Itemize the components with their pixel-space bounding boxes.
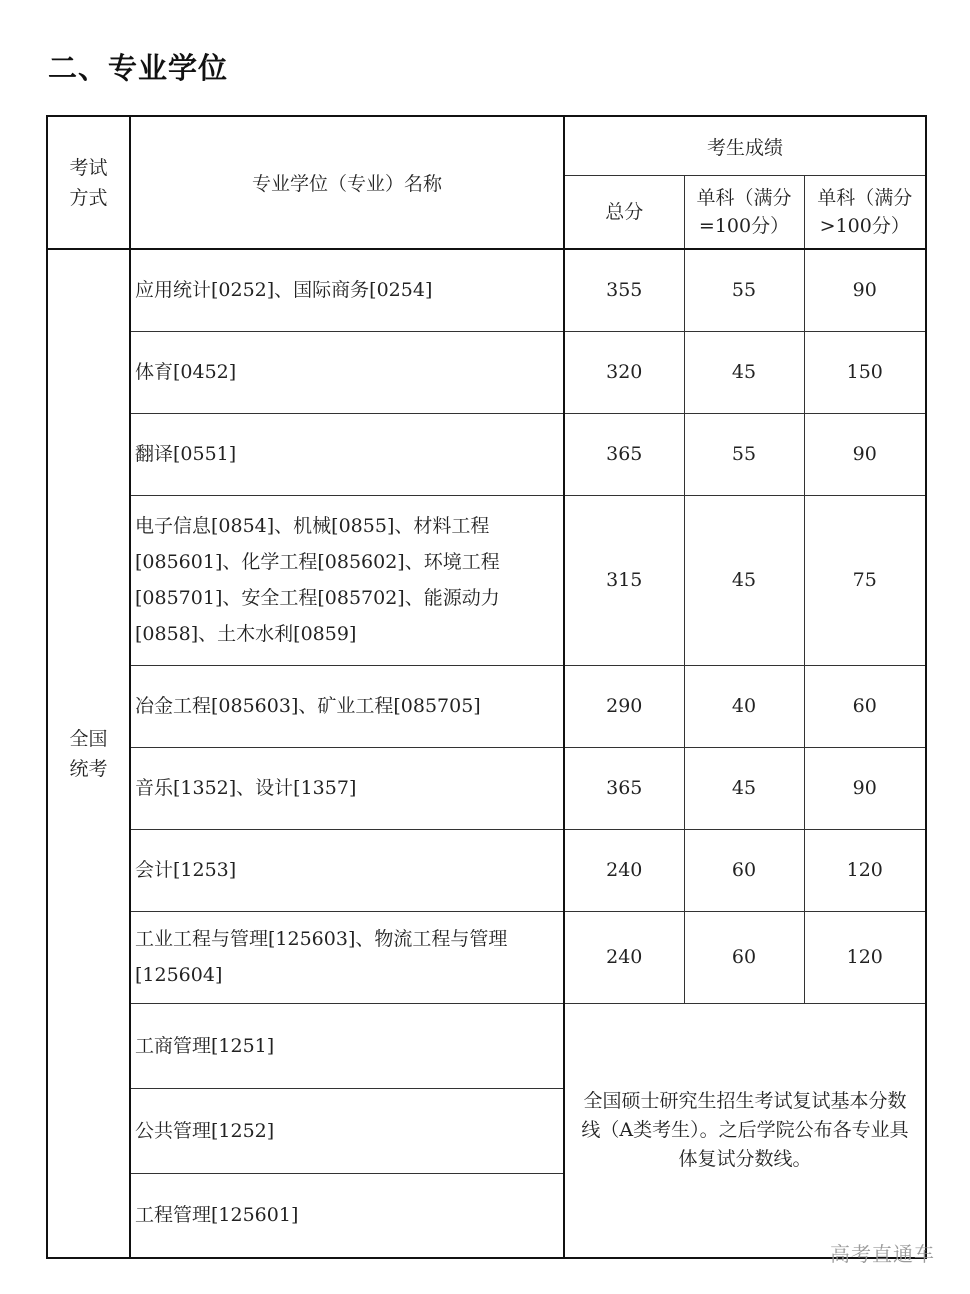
single-over-100-score: 60 <box>804 665 926 747</box>
header-program-name: 专业学位（专业）名称 <box>130 116 564 249</box>
table-row <box>47 665 926 747</box>
program-name: 冶金工程[085603]、矿业工程[085705] <box>130 665 564 747</box>
header-scores-group: 考生成绩 <box>564 116 926 176</box>
program-name: 体育[0452] <box>130 331 564 413</box>
single-100-score: 55 <box>684 249 804 331</box>
page-title: 二、专业学位 <box>48 51 229 85</box>
total-score: 320 <box>564 331 684 413</box>
single-over-100-score: 150 <box>804 331 926 413</box>
single-100-score: 45 <box>684 495 804 665</box>
total-score: 365 <box>564 413 684 495</box>
total-score: 315 <box>564 495 684 665</box>
single-100-score: 40 <box>684 665 804 747</box>
single-100-score: 45 <box>684 747 804 829</box>
national-line-note: 全国硕士研究生招生考试复试基本分数线（A类考生）。之后学院公布各专业具体复试分数线。 <box>564 1003 926 1258</box>
program-name: 应用统计[0252]、国际商务[0254] <box>130 249 564 331</box>
program-name: 电子信息[0854]、机械[0855]、材料工程[085601]、化学工程[085602]、环境工程[085701]、安全工程[085702]、能源动力[0858]、土木水利[0859] <box>130 495 564 665</box>
header-exam-method-label: 考试方式 <box>69 156 108 209</box>
single-over-100-score: 90 <box>804 747 926 829</box>
total-score: 355 <box>564 249 684 331</box>
exam-method-cell <box>47 249 130 1258</box>
total-score: 365 <box>564 747 684 829</box>
single-over-100-score: 90 <box>804 413 926 495</box>
table-row <box>47 495 926 665</box>
header-single-subject-over-100-label: 单科（满分>100分） <box>817 187 913 237</box>
table-row <box>47 413 926 495</box>
single-over-100-score: 75 <box>804 495 926 665</box>
single-100-score: 60 <box>684 829 804 911</box>
single-100-score: 60 <box>684 911 804 1003</box>
score-table <box>46 115 927 1259</box>
total-score: 290 <box>564 665 684 747</box>
program-name: 会计[1253] <box>130 829 564 911</box>
single-over-100-score: 120 <box>804 829 926 911</box>
header-total-score: 总分 <box>564 176 684 250</box>
program-name: 工商管理[1251] <box>130 1003 564 1088</box>
header-single-subject-100-label: 单科（满分=100分） <box>696 187 792 237</box>
table-row <box>47 1003 926 1088</box>
total-score: 240 <box>564 911 684 1003</box>
table-row <box>47 911 926 1003</box>
program-name: 翻译[0551] <box>130 413 564 495</box>
program-name: 音乐[1352]、设计[1357] <box>130 747 564 829</box>
program-name: 公共管理[1252] <box>130 1088 564 1173</box>
table-row <box>47 829 926 911</box>
exam-method-value: 全国统考 <box>69 727 108 780</box>
single-over-100-score: 90 <box>804 249 926 331</box>
header-exam-method <box>47 116 130 249</box>
table-row <box>47 249 926 331</box>
table-row <box>47 331 926 413</box>
table-row <box>47 747 926 829</box>
program-name: 工业工程与管理[125603]、物流工程与管理[125604] <box>130 911 564 1003</box>
watermark: 高考直通车 <box>830 1242 935 1266</box>
single-100-score: 55 <box>684 413 804 495</box>
single-100-score: 45 <box>684 331 804 413</box>
single-over-100-score: 120 <box>804 911 926 1003</box>
header-single-subject-over-100 <box>804 176 926 250</box>
header-single-subject-100 <box>684 176 804 250</box>
total-score: 240 <box>564 829 684 911</box>
program-name: 工程管理[125601] <box>130 1173 564 1258</box>
